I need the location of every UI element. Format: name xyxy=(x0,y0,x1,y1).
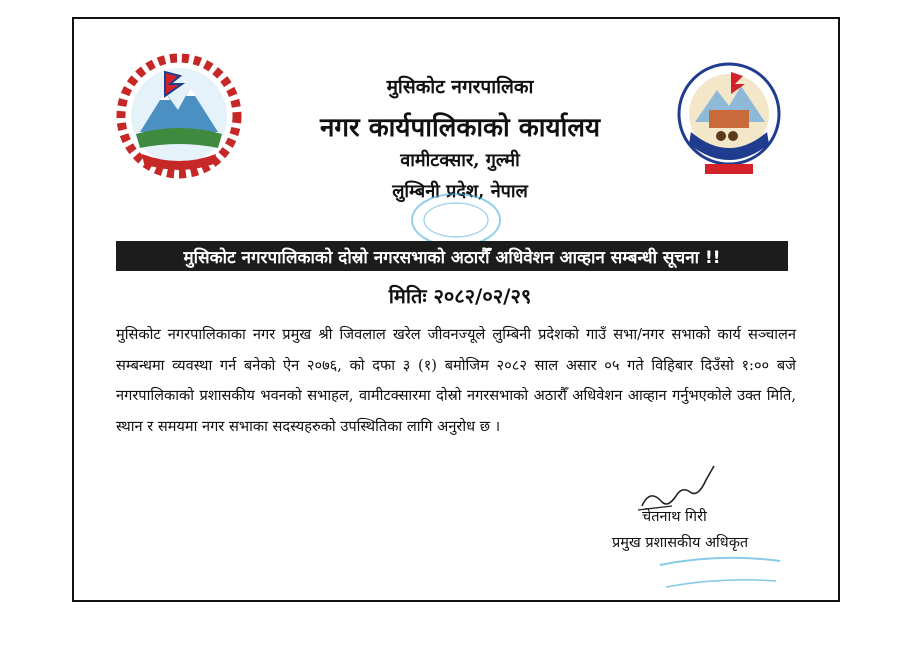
notice-date: मितिः २०८२/०२/२९ xyxy=(388,284,532,308)
signatory-title: प्रमुख प्रशासकीय अधिकृत xyxy=(612,535,749,551)
notice-body: मुसिकोट नगरपालिकाका नगर प्रमुख श्री जिवलाल खरेल जीवनज्यूले लुम्बिनी प्रदेशको गाउँ सभा/नगर सभाको कार्य सञ्चालन सम्बन्धमा व्यवस्था गर्न बनेको ऐन २०७६, को दफा ३ (१) बमोजिम २०८२ साल असार ०५ गते विहिबार दिउँसो १:०० बजे नगरपालिकाको प्रशासकीय भवनको सभाहल, वामीटक्सारमा दोस्रो नगरसभाको अठारौँ अधिवेशन आव्हान गर्नुभएकोले उक्त मिति, स्थान र समयमा नगर सभाका सदस्यहरुको उपस्थितिका लागि अनुरोध छ । xyxy=(116,326,796,435)
signatory-stamp xyxy=(650,543,790,597)
address-line-1: वामीटक्सार, गुल्मी xyxy=(400,150,520,171)
address-line-2: लुम्बिनी प्रदेश, नेपाल xyxy=(392,181,528,202)
office-title: नगर कार्यपालिकाको कार्यालय xyxy=(319,113,601,143)
signatory-name: चेतनाथ गिरी xyxy=(642,509,707,525)
nepal-emblem-icon xyxy=(110,52,248,180)
municipality-name: मुसिकोट नगरपालिका xyxy=(386,76,534,98)
municipality-logo xyxy=(675,52,783,180)
notice-title-banner: मुसिकोट नगरपालिकाको दोस्रो नगरसभाको अठारौँ अधिवेशन आव्हान सम्बन्धी सूचना !! xyxy=(116,241,788,271)
